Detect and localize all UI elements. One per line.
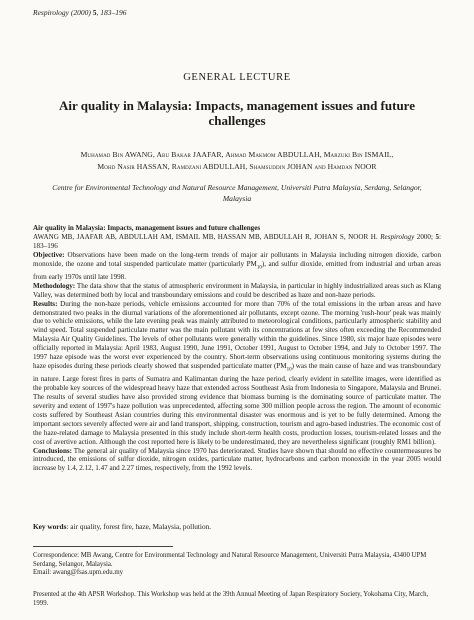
citation-pages: : 183–196 xyxy=(33,232,441,250)
objective-text: Observations have been made on the long-term trends of major air pollutants in Malaysia including nitrogen dioxide, carbon monoxide, the ozone and total suspended particulate matter (particularly $PM_{10}$), and sulfur dioxide, emitted from industrial and urban areas from early 1970s until late 1998. xyxy=(33,250,441,281)
correspondence-text: Correspondence: MB Awang, Centre for Environmental Technology and Natural Resource Management, Universiti Putra Malaysia, 43400 UPM Serdang, Selangor, Malaysia. xyxy=(33,552,427,568)
objective-label: Objective: xyxy=(33,250,65,259)
conclusions-label: Conclusions: xyxy=(33,446,73,455)
methodology-label: Methodology: xyxy=(33,281,76,290)
citation-volume: 5 xyxy=(435,232,439,241)
conclusions-text: The general air quality of Malaysia since 1970 has deteriorated. Studies have shown that should no effective countermeasures be introduced, the emissions of sulfur dioxide, nitrogen oxides, particulate matter, hydrocarbons and carbon monoxide in the year 2005 would increase by 1.4, 2.12, 1.47 and 2.27 times, respectively, from the 1992 levels. xyxy=(33,446,441,473)
journal-pages: , 183–196 xyxy=(96,8,127,17)
author-line-2: Mohd Nasir HASSAN, Ramdzani ABDULLAH, Shamsuddin JOHAN and Hamdan NOOR xyxy=(97,162,377,171)
footnote-correspondence xyxy=(33,552,441,578)
section-label: GENERAL LECTURE xyxy=(183,72,291,83)
citation-authors: AWANG MB, JAAFAR AB, ABDULLAH AM, ISMAIL MB, HASSAN MB, ABDULLAH R, JOHAN S, NOOR H. xyxy=(33,232,381,241)
results-text: During the non-haze periods, vehicle emissions accounted for more than 70% of the total emissions in the urban areas and have demonstrated two peaks in the diurnal variations of the aforementioned air pollutants, except ozone. The morning 'rush-hour' peak was mainly due to vehicle emissions, while the late evening peak was mainly attributed to meteorological conditions, particularly atmospheric stability and wind speed. Total suspended particulate matter was the main pollutant with its concentrations at few sites often exceeding the Recommended Malaysia Air Quality Guidelines. The levels of other pollutants were generally within the guidelines. Since 1980, six major haze episodes were officially reported in Malaysia: April 1983, August 1990, June 1991, October 1991, August to October 1994, and July to October 1997. The 1997 haze episode was the worst ever experienced by the country. Short-term observations using continuous monitoring systems during the haze episodes during these periods clearly showed that suspended particulate matter $(PM_{10})$ was the main cause of haze and was transboundary in nature. Large forest fires in parts of Sumatra and Kalimantan during the haze period, clearly evident in satellite images, were identified as the probable key sources of the widespread heavy haze that extended across Southeast Asia from Indonesia to Singapore, Malaysia and Brunei. The results of several studies have also provided strong evidence that biomass burning is the dominating source of particulate matter. The severity and extent of 1997's haze pollution was unprecedented, affecting some 300 million people across the region. The amount of economic costs suffered by Southeast Asian countries during this environmental disaster was enormous and is yet to be fully determined. Among the important sectors severely affected were air and land transport, shipping, construction, tourism and agro-based industries. The economic cost of the haze-related damage to Malaysia presented in this study include short-term health costs, production losses, tourism-related losses and the cost of avertive action. Although the cost reported here is likely to be underestimated, they are nevertheless significant (roughly RM1 billion). xyxy=(33,299,441,446)
footnote-divider xyxy=(33,546,173,547)
footnote-presented xyxy=(33,591,441,608)
author-line-1: Muhamad Bin AWANG, Abu Bakar JAAFAR, Ahmad Makmom ABDULLAH, Marzuki Bin ISMAIL, xyxy=(80,150,394,159)
results-label: Results: xyxy=(33,299,58,308)
author-list xyxy=(40,149,434,173)
journal-volume: 5 xyxy=(92,8,97,17)
article-title: Air quality in Malaysia: Impacts, management issues and future challenges xyxy=(59,98,415,128)
journal-header xyxy=(33,8,126,17)
abstract-objective xyxy=(33,251,441,282)
journal-name: Respirology xyxy=(33,8,69,17)
abstract-citation xyxy=(33,233,441,251)
keywords-text: : air quality, forest fire, haze, Malaysia, pollution. xyxy=(66,522,212,531)
abstract-conclusions xyxy=(33,447,441,474)
abstract-title: Air quality in Malaysia: Impacts, management issues and future challenges xyxy=(33,224,261,232)
abstract xyxy=(33,224,441,473)
abstract-results xyxy=(33,300,441,447)
citation-year: 2000; xyxy=(414,232,436,241)
citation-journal: Respirology xyxy=(380,232,415,241)
methodology-text: The data show that the status of atmospheric environment in Malaysia, in particular in highly industrialized areas such as Klang Valley, was determined both by local and transboundary emissions and could be described as haze and non-haze periods. xyxy=(33,281,441,299)
abstract-methodology xyxy=(33,282,441,300)
presented-text: Presented at the 4th APSR Workshop. This Workshop was held at the 39th Annual Meeting of Japan Respiratory Society, Yokohama City, March, 1999. xyxy=(33,591,429,607)
correspondence-email: Email: awang@fsas.upm.edu.my xyxy=(33,569,124,577)
journal-year: (2000) xyxy=(70,8,91,17)
keywords-label: Key words xyxy=(33,522,67,531)
affiliation: Centre for Environmental Technology and Natural Resource Management, Universiti Putra Malaysia, Serdang, Selangor, Malaysia xyxy=(52,183,422,203)
keywords xyxy=(33,522,441,531)
